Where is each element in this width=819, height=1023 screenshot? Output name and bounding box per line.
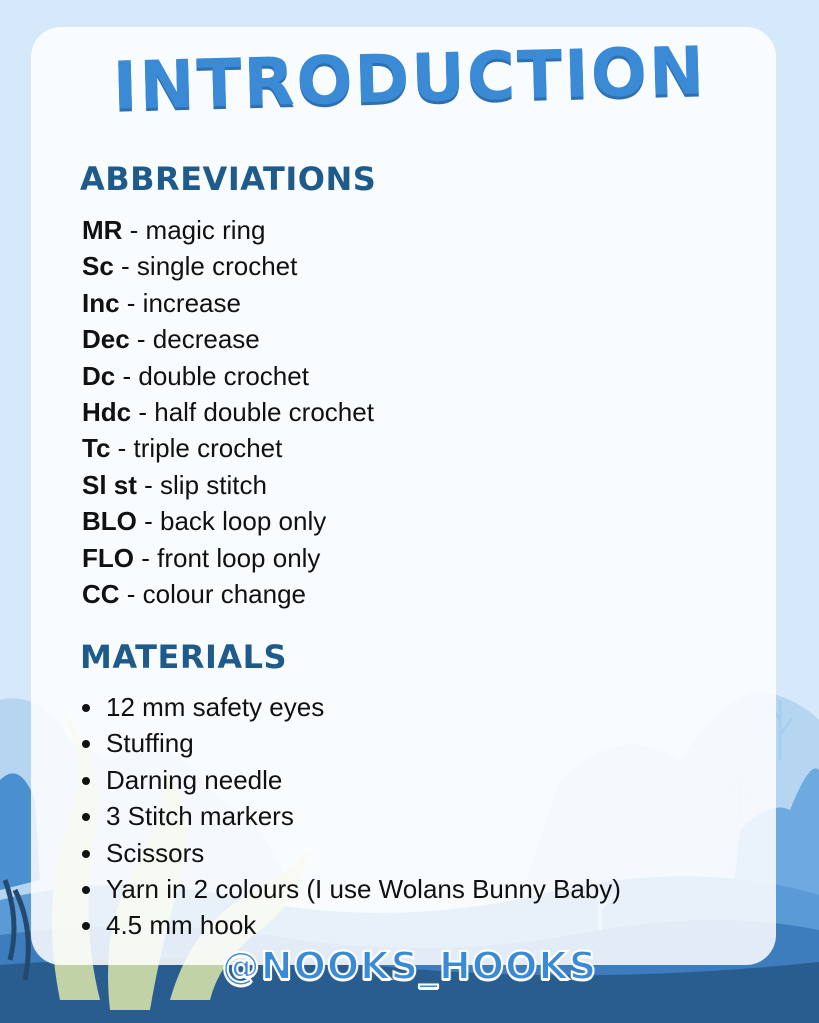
list-item: Hdc - half double crochet xyxy=(82,397,374,428)
list-item: Dec - decrease xyxy=(82,324,260,355)
materials-list xyxy=(80,689,621,944)
list-item: Sl st - slip stitch xyxy=(82,469,267,500)
list-item: Dc - double crochet xyxy=(82,360,309,391)
list-item: 4.5 mm hook xyxy=(80,907,621,943)
list-item: Inc - increase xyxy=(82,287,241,318)
list-item: Stuffing xyxy=(80,725,621,761)
list-item: Tc - triple crochet xyxy=(82,433,283,464)
list-item: MR - magic ring xyxy=(82,215,266,245)
social-handle: @NOOKS_HOOKS xyxy=(221,944,598,988)
list-item: Yarn in 2 colours (I use Wolans Bunny Baby) xyxy=(80,871,621,907)
page-title: INTRODUCTION xyxy=(111,32,708,125)
list-item: BLO - back loop only xyxy=(82,506,327,537)
list-item: Sc - single crochet xyxy=(82,251,298,282)
abbreviations-heading: ABBREVIATIONS xyxy=(80,160,377,198)
list-item: Scissors xyxy=(80,835,621,871)
list-item: FLO - front loop only xyxy=(82,542,321,573)
materials-heading: MATERIALS xyxy=(80,638,288,676)
list-item: 3 Stitch markers xyxy=(80,798,621,834)
list-item: Darning needle xyxy=(80,762,621,798)
list-item: CC - colour change xyxy=(82,579,307,610)
list-item: 12 mm safety eyes xyxy=(80,689,621,725)
abbreviations-list xyxy=(82,212,374,612)
